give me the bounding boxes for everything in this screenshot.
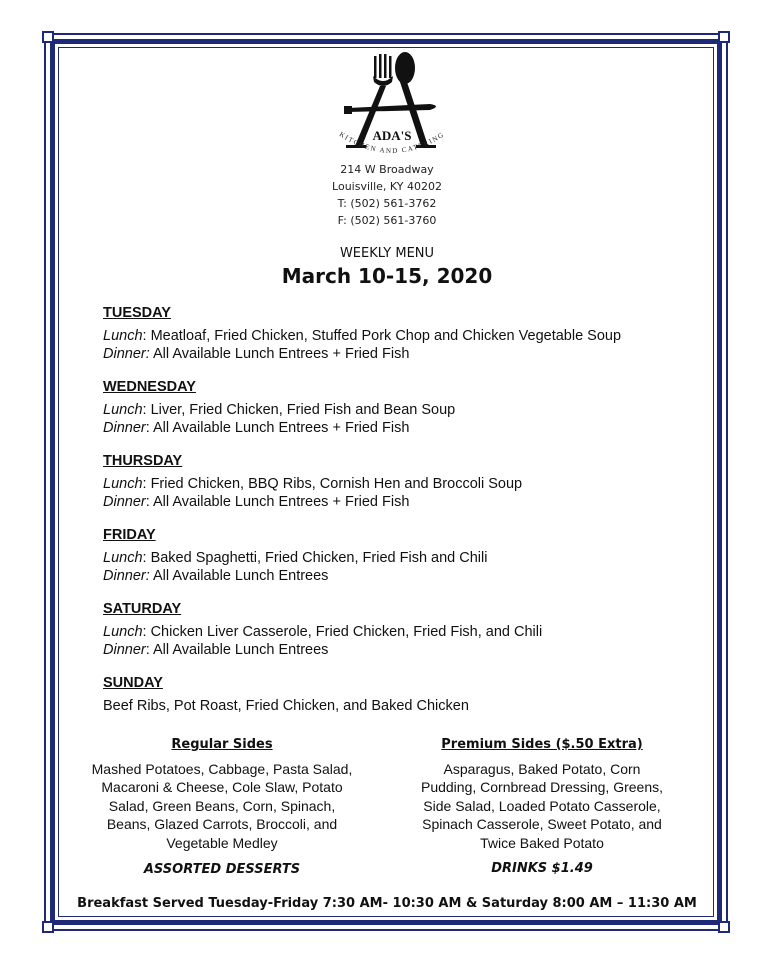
dinner-line: Dinner: All Available Lunch Entrees [103, 568, 329, 584]
dinner-line: Dinner: All Available Lunch Entrees + Fried Fish [103, 494, 410, 510]
svg-text:ADA'S: ADA'S [372, 128, 412, 143]
dinner-line: Dinner: All Available Lunch Entrees [103, 642, 329, 658]
day-heading: TUESDAY [103, 305, 171, 321]
side-line: Pudding, Cornbread Dressing, Greens, [420, 779, 664, 796]
side-line: Asparagus, Baked Potato, Corn [443, 760, 641, 777]
breakfast-hours: Breakfast Served Tuesday-Friday 7:30 AM- 10:30 AM & Saturday 8:00 AM – 11:30 AM [77, 896, 697, 911]
regular-sides-title: Regular Sides [171, 737, 273, 752]
border-corner-ornament [42, 31, 54, 43]
day-heading: SATURDAY [103, 601, 182, 617]
day-thursday [103, 452, 703, 511]
fax-line: F: (502) 561-3760 [337, 214, 437, 227]
city-line: Louisville, KY 40202 [332, 180, 442, 193]
phone-line: T: (502) 561-3762 [337, 197, 437, 210]
side-line: Vegetable Medley [166, 834, 278, 851]
day-saturday [103, 600, 703, 659]
premium-sides [396, 736, 688, 853]
desserts-note: ASSORTED DESSERTS [143, 862, 301, 877]
side-line: Side Salad, Loaded Potato Casserole, [423, 797, 661, 814]
border-corner-ornament [718, 31, 730, 43]
fork-spoon-knife-icon [326, 46, 458, 164]
lunch-line: Lunch: Meatloaf, Fried Chicken, Stuffed Pork Chop and Chicken Vegetable Soup [103, 328, 622, 344]
side-line: Beans, Glazed Carrots, Broccoli, and [106, 816, 338, 833]
dinner-line: Dinner: All Available Lunch Entrees + Fried Fish [103, 346, 410, 362]
day-tuesday [103, 304, 703, 363]
border-corner-ornament [42, 921, 54, 933]
dinner-line: Dinner: All Available Lunch Entrees + Fried Fish [103, 420, 410, 436]
day-friday [103, 526, 703, 585]
lunch-line: Lunch: Fried Chicken, BBQ Ribs, Cornish Hen and Broccoli Soup [103, 476, 523, 492]
side-line: Spinach Casserole, Sweet Potato, and [422, 816, 662, 833]
lunch-line: Lunch: Liver, Fried Chicken, Fried Fish and Bean Soup [103, 402, 456, 418]
side-line: Macaroni & Cheese, Cole Slaw, Potato [101, 779, 343, 796]
side-line: Mashed Potatoes, Cabbage, Pasta Salad, [91, 760, 353, 777]
day-wednesday [103, 378, 703, 437]
day-heading: WEDNESDAY [103, 379, 196, 395]
premium-sides-title: Premium Sides ($.50 Extra) [441, 737, 643, 752]
day-sunday [103, 674, 703, 715]
regular-sides [70, 736, 374, 853]
sunday-menu-line: Beef Ribs, Pot Roast, Fried Chicken, and Baked Chicken [103, 698, 469, 714]
day-heading: SUNDAY [103, 675, 163, 691]
address-line: 214 W Broadway [340, 163, 434, 176]
svg-text:KITCHEN AND CATERING: KITCHEN AND CATERING [337, 130, 447, 156]
lunch-line: Lunch: Chicken Liver Casserole, Fried Chicken, Fried Fish, and Chili [103, 624, 543, 640]
side-line: Salad, Green Beans, Corn, Spinach, [108, 797, 336, 814]
contact-info [0, 161, 774, 229]
day-heading: THURSDAY [103, 453, 183, 469]
menu-dates-title: March 10-15, 2020 [281, 264, 493, 288]
lunch-line: Lunch: Baked Spaghetti, Fried Chicken, Fried Fish and Chili [103, 550, 488, 566]
weekly-menu-label: WEEKLY MENU [339, 246, 435, 261]
side-line: Twice Baked Potato [480, 834, 604, 851]
ada-logo [326, 46, 458, 164]
day-heading: FRIDAY [103, 527, 156, 543]
drinks-price: DRINKS $1.49 [491, 861, 593, 876]
border-corner-ornament [718, 921, 730, 933]
